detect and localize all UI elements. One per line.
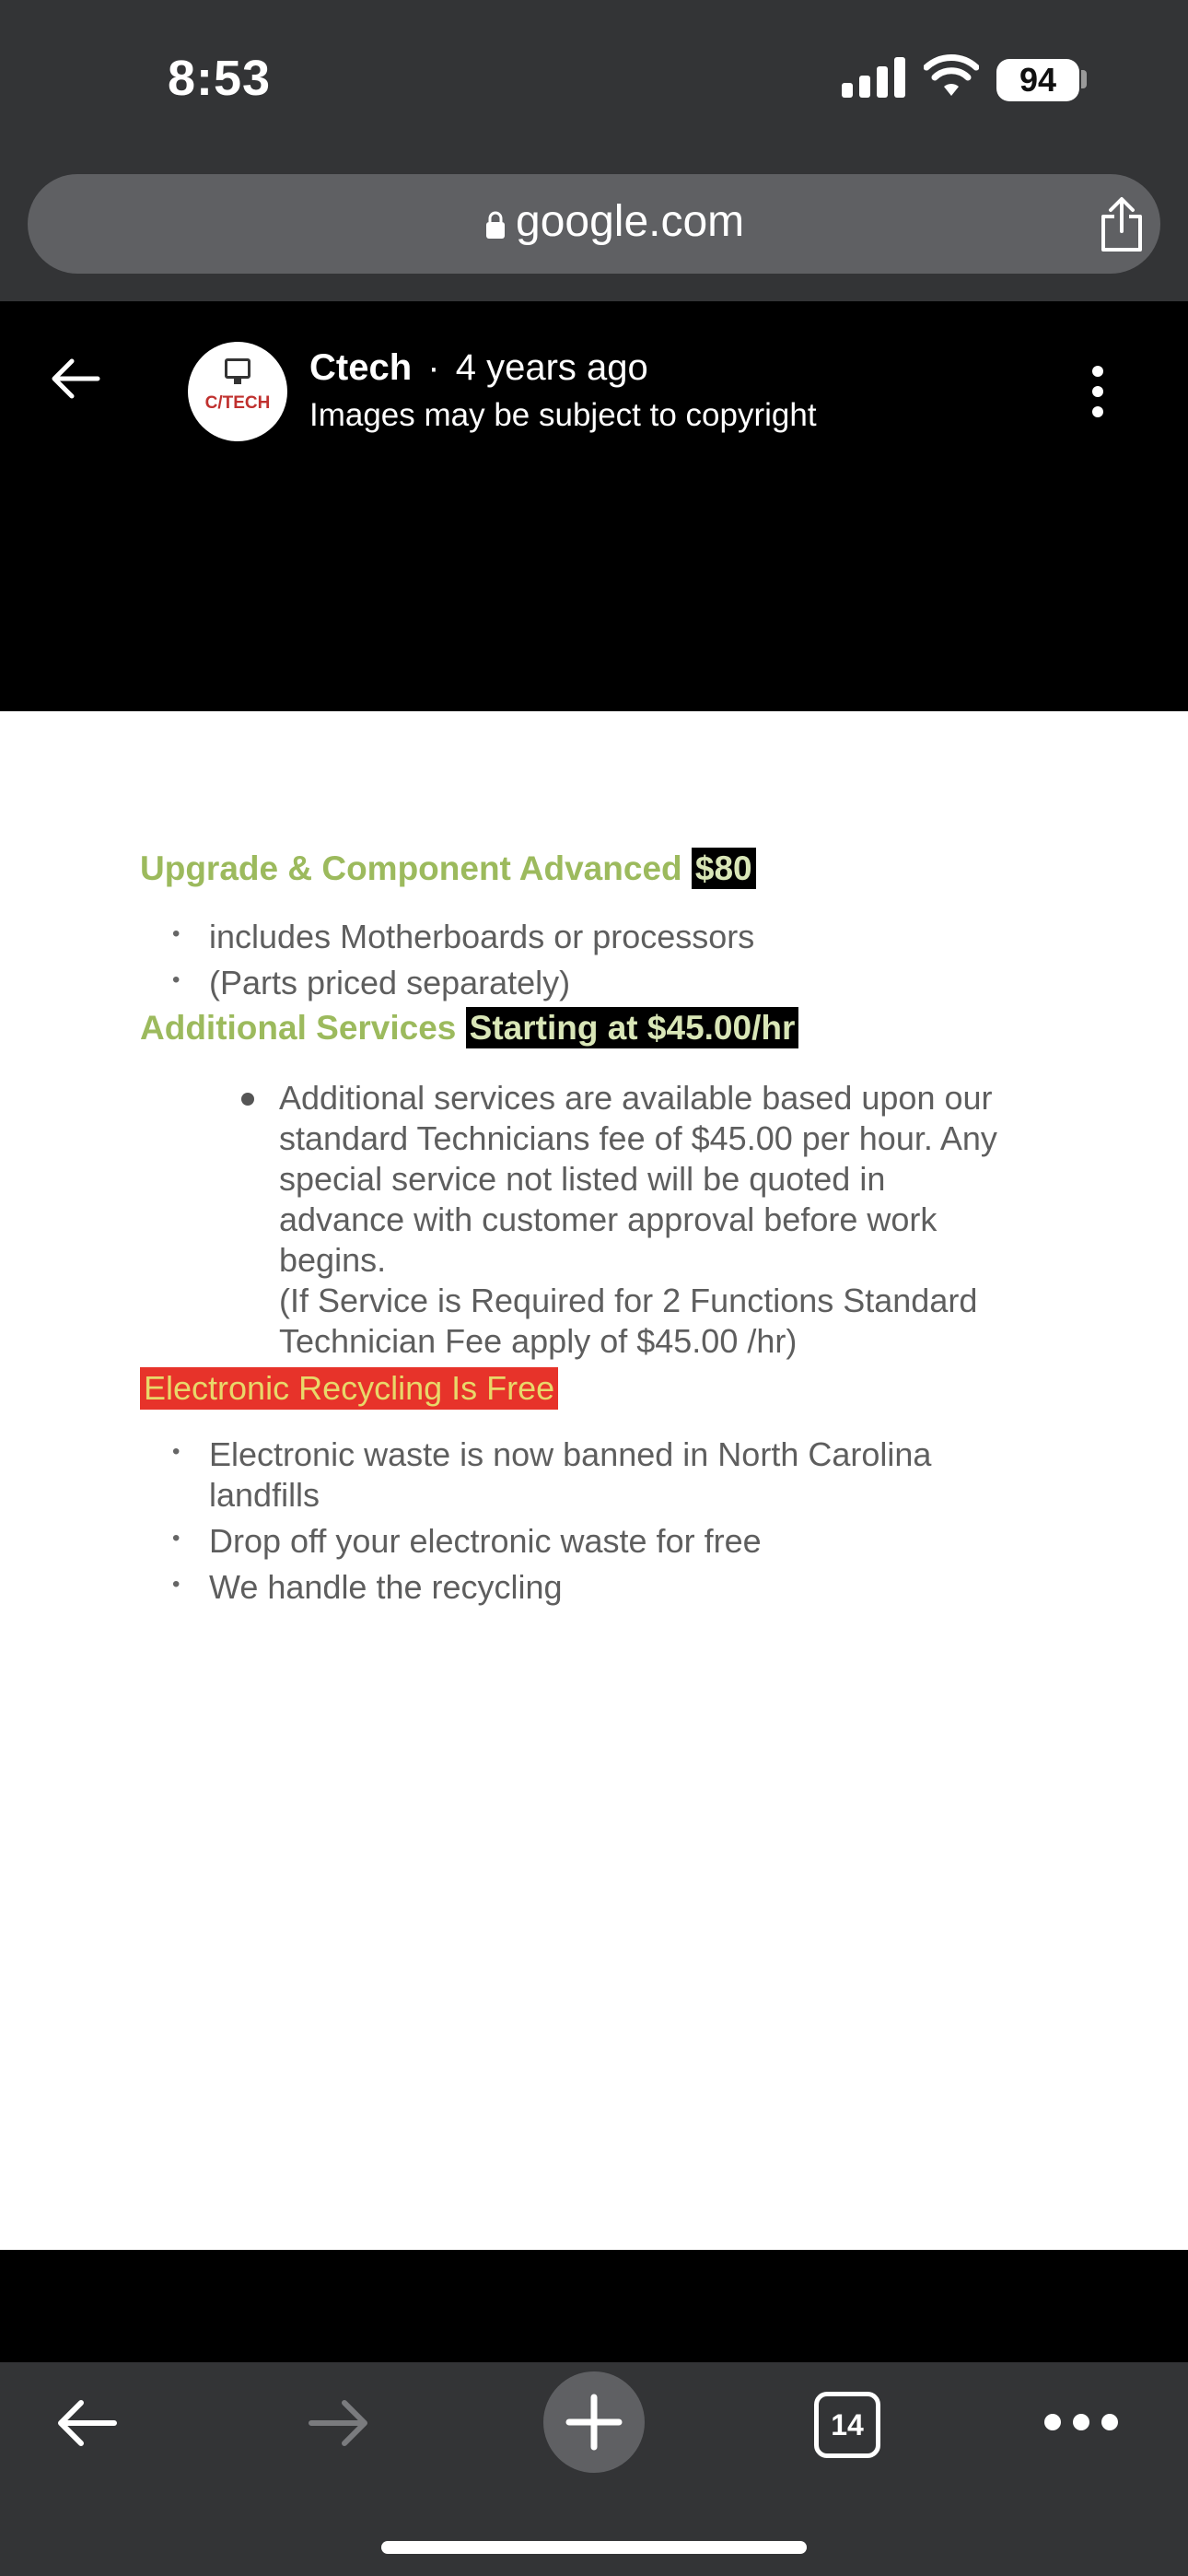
copyright-note: Images may be subject to copyright: [309, 397, 817, 433]
section-heading-upgrade: [140, 849, 756, 888]
monitor-stand: [234, 379, 241, 384]
status-time: 8:53: [168, 51, 272, 106]
paragraph-line: advance with customer approval before work: [279, 1200, 938, 1238]
paragraph-line: standard Technicians fee of $45.00 per hour. Any: [279, 1119, 997, 1157]
cellular-signal-icon: [842, 57, 906, 98]
wifi-icon: [924, 53, 979, 98]
menu-dots-icon[interactable]: [1044, 2414, 1118, 2432]
share-icon[interactable]: [1096, 196, 1147, 253]
list-item-continuation: landfills: [209, 1476, 320, 1514]
battery-nub: [1081, 70, 1087, 88]
viewer-bottom-band: [0, 2250, 1188, 2362]
address-bar[interactable]: [28, 174, 1160, 274]
list-item: • Electronic waste is now banned in North Carolina: [209, 1435, 931, 1474]
tab-switcher-button[interactable]: 14: [814, 2392, 880, 2458]
list-item: • includes Motherboards or processors: [209, 918, 754, 956]
back-icon[interactable]: [53, 2395, 120, 2451]
bullet-dot: [241, 1093, 254, 1106]
recycling-heading: Electronic Recycling Is Free: [140, 1367, 558, 1410]
paragraph-line: begins.: [279, 1241, 387, 1279]
list-item: • (Parts priced separately): [209, 964, 570, 1002]
image-viewer-header: [0, 301, 1188, 711]
lock-icon: [486, 211, 505, 239]
price-highlight: $80: [692, 848, 756, 889]
heading-text: Additional Services: [140, 1009, 457, 1047]
url-text[interactable]: google.com: [516, 197, 745, 246]
source-avatar[interactable]: [188, 342, 287, 441]
price-highlight: Starting at $45.00/hr: [466, 1007, 799, 1048]
source-line: [309, 347, 648, 389]
monitor-logo-icon: [225, 358, 250, 379]
paragraph-line: special service not listed will be quoted in: [279, 1160, 886, 1198]
battery-indicator: 94: [996, 59, 1079, 101]
browser-toolbar: [0, 2362, 1188, 2576]
back-arrow-icon[interactable]: [50, 357, 101, 401]
heading-text: Upgrade & Component Advanced: [140, 849, 682, 887]
source-separator: ·: [427, 347, 440, 388]
list-item: • We handle the recycling: [209, 1568, 563, 1607]
avatar-logo-text: C/TECH: [204, 393, 271, 413]
paragraph-line: Additional services are available based upon our: [279, 1079, 993, 1117]
paragraph-line: Technician Fee apply of $45.00 /hr): [279, 1322, 798, 1360]
home-indicator: [381, 2541, 807, 2554]
source-name[interactable]: Ctech: [309, 347, 413, 388]
section-heading-additional: [140, 1009, 798, 1048]
image-preview[interactable]: [0, 711, 1188, 2250]
source-age: 4 years ago: [455, 347, 648, 388]
plus-icon: [543, 2371, 645, 2473]
more-options-icon[interactable]: [1087, 366, 1109, 421]
forward-icon[interactable]: [306, 2395, 372, 2451]
price-document: [0, 711, 1188, 2250]
browser-top-chrome: [0, 0, 1188, 301]
additional-services-paragraph: [279, 1078, 1071, 1362]
paragraph-line: (If Service is Required for 2 Functions Standard: [279, 1282, 978, 1319]
list-item: • Drop off your electronic waste for free: [209, 1522, 762, 1561]
new-tab-button[interactable]: [543, 2371, 645, 2473]
